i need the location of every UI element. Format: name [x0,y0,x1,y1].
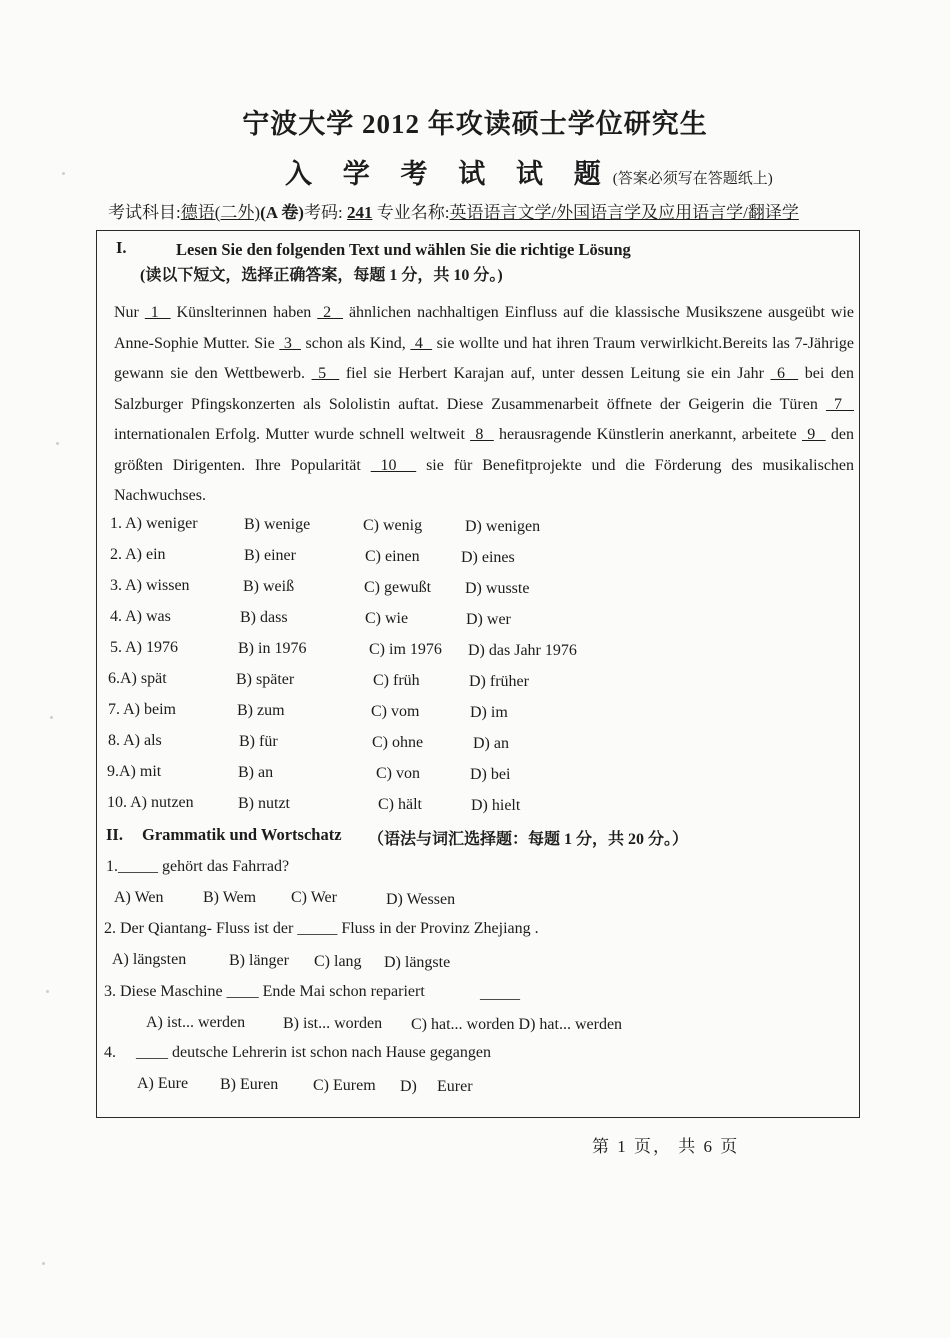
subject-label: 考试科目: [108,203,181,222]
q1-option-c: C) Wer [291,889,337,906]
option-2-d: D) eines [461,549,515,566]
q1-text: gehört das Fahrrad? [158,858,290,875]
q4-option-d-text: Eurer [437,1078,473,1095]
q4-option-c: C) Eurem [313,1077,376,1094]
passage-blank: 5 [311,365,340,382]
section1-number: I. [116,238,127,257]
option-9-b: B) an [238,764,274,781]
code-label: 考码: [303,203,343,222]
section2-subheading: （语法与词汇选择题：每题 1 分，共 20 分。） [368,831,689,848]
q1-option-a: A) Wen [114,889,164,906]
q4-option-a: A) Eure [137,1075,189,1092]
option-3-a: 3. A) wissen [110,577,190,594]
option-8-c: C) ohne [372,734,424,751]
q2-option-d: D) längste [384,954,451,971]
passage-text: fiel sie Herbert Karajan auf, unter dessen Leitung sie ein Jahr [339,365,771,382]
option-4-c: C) wie [365,610,409,627]
option-3-c: C) gewußt [364,579,432,596]
passage-text: herausragende Künstlerin anerkannt, arbeitete [493,426,802,443]
scan-speck [62,172,65,175]
option-1-c: C) wenig [363,517,423,534]
passage-blank: 7 [825,395,854,413]
q1-option-b: B) Wem [203,889,257,906]
subtitle-text: 入 学 考 试 试 题 [285,159,613,189]
option-8-d: D) an [473,735,509,752]
q2-blank: _____ [297,920,338,937]
exam-subtitle [285,152,773,191]
option-5-d: D) das Jahr 1976 [468,642,577,659]
passage-blank: 3 [279,334,301,352]
option-7-c: C) vom [371,703,420,720]
major-value: 英语语言文学/外国语言学及应用语言学/翻译学 [449,203,799,222]
q2-option-c: C) lang [314,953,362,970]
option-3-d: D) wusste [465,580,530,597]
option-5-c: C) im 1976 [369,641,442,658]
passage-blank: 6 [770,365,799,382]
q2-text: 2. Der Qiantang- Fluss ist der [104,920,298,937]
passage-text: internationalen Erfolg. Mutter wurde schnell weltweit [114,426,471,443]
passage-blank: 1 [144,304,171,321]
section2-heading: Grammatik und Wortschatz [142,825,342,844]
option-2-c: C) einen [365,548,420,565]
passage-blank: 9 [802,426,826,443]
passage-text: Künslterinnen haben [170,304,318,321]
option-8-b: B) für [239,733,278,750]
q1-blank: _____ [118,858,158,875]
option-4-a: 4. A) was [110,608,171,625]
q4-option-d-label: D) [400,1078,417,1095]
option-2-a: 2. A) ein [110,546,166,563]
passage-blank: 10 [370,456,417,474]
passage-text: bei den Salzburger Pfingskonzerten als Sololistin auftat. Diese Zusammenarbeit öffnete der Geigerin die Türen [114,365,855,413]
option-6-d: D) früher [469,673,529,690]
option-6-b: B) später [236,671,295,688]
option-7-d: D) im [470,704,508,721]
passage-blank: 8 [470,426,494,443]
section2-number: II. [106,825,123,844]
option-8-a: 8. A) als [108,732,162,749]
option-10-a: 10. A) nutzen [107,794,194,811]
option-5-a: 5. A) 1976 [110,639,178,656]
reading-passage [114,298,854,512]
q4-blank: ____ [136,1044,168,1061]
passage-text: schon als Kind, [300,334,411,352]
option-4-b: B) dass [240,609,288,626]
option-9-c: C) von [376,765,420,782]
section1-subheading: (读以下短文，选择正确答案，每题 1 分，共 10 分。) [140,267,503,284]
q4-text: deutsche Lehrerin ist schon nach Hause gegangen [168,1044,491,1061]
scan-speck [50,716,53,719]
passage-text: sie wollte und hat ihren Traum verwirlkicht.Bereits las 7-Jährige gewann sie den Wettbewerb. [114,334,855,382]
q4-number: 4. [104,1044,116,1061]
major-label: 专业名称: [376,203,450,222]
passage-text: ähnlichen nachhaltigen Einfluss auf die klassische Musikszene ausgeübt wie Anne-Sophie Mutter. Sie [114,304,854,352]
scan-speck [42,1262,45,1265]
q2-rest: Fluss in der Provinz Zhejiang . [337,920,539,937]
page-number: 第 1 页， 共 6 页 [592,1137,740,1156]
section1-heading: Lesen Sie den folgenden Text und wählen Sie die richtige Lösung [176,240,631,259]
option-9-a: 9.A) mit [107,763,162,780]
q3-option-b: B) ist... worden [283,1015,383,1032]
scan-speck [46,990,49,993]
passage-blank: 2 [317,304,344,321]
q3-blank: ____ [226,983,259,1000]
question-2 [104,920,539,938]
option-3-b: B) weiß [243,578,295,595]
option-10-c: C) hält [378,796,422,813]
option-7-a: 7. A) beim [108,701,176,718]
option-10-b: B) nutzt [238,795,290,812]
subject-value: 德语(二外) [180,203,261,222]
scan-speck [56,442,59,445]
q2-option-b: B) länger [229,952,289,969]
option-4-d: D) wer [466,611,511,628]
option-1-a: 1. A) weniger [110,515,198,532]
option-10-d: D) hielt [471,797,521,814]
q3-option-a: A) ist... werden [146,1014,246,1031]
exam-title: 宁波大学 2012 年攻读硕士学位研究生 [242,109,708,139]
question-1 [106,858,289,876]
q1-number: 1. [106,858,118,875]
question-3 [104,983,425,1001]
passage-text: Nur [114,304,145,321]
q2-option-a: A) längsten [112,951,187,968]
option-9-d: D) bei [470,766,511,783]
q1-option-d: D) Wessen [386,891,456,908]
q3-rest: Ende Mai schon repariert [258,983,425,1000]
passage-blank: 4 [410,334,433,352]
q3-text: 3. Diese Maschine [104,983,227,1000]
q4-option-b: B) Euren [220,1076,279,1093]
volume-label: (A 卷) [260,203,304,222]
option-7-b: B) zum [237,702,285,719]
q3-blank-2: _____ [480,985,520,1002]
passage-text: sie für Benefitprojekte und die Förderung des musikalischen Nachwuchses. [114,456,855,504]
option-1-b: B) wenige [244,516,311,533]
subtitle-note: (答案必须写在答题纸上) [612,171,773,187]
question-4 [104,1044,491,1062]
code-value: 241 [346,203,373,222]
option-2-b: B) einer [244,547,296,564]
passage-text: den größten Dirigenten. Ihre Popularität [114,426,854,474]
option-1-d: D) wenigen [465,518,541,535]
option-6-c: C) früh [373,672,420,689]
option-6-a: 6.A) spät [108,670,167,687]
option-5-b: B) in 1976 [238,640,307,657]
q3-option-cd: C) hat... worden D) hat... werden [411,1016,623,1033]
exam-info-line [108,198,799,223]
